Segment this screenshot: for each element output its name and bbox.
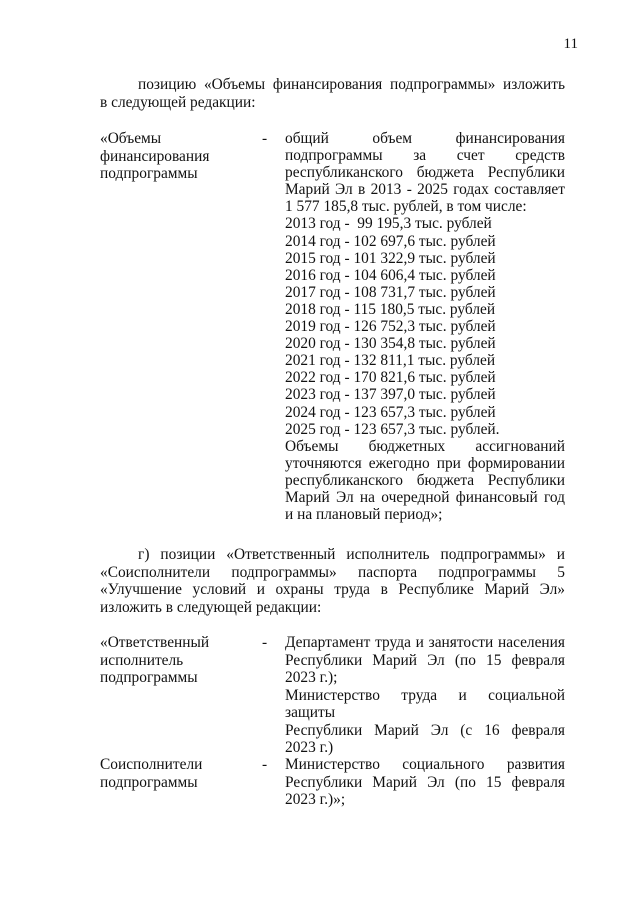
label-line: Соисполнители — [100, 756, 203, 773]
year-amount-line: 2024 год - 123 657,3 тыс. рублей — [285, 403, 496, 421]
separator-dash: - — [262, 634, 268, 651]
year-amount-line: 2020 год - 130 354,8 тыс. рублей — [285, 335, 496, 353]
label-line: подпрограммы — [100, 773, 198, 791]
value-line: Департамент труда и занятости населения — [285, 634, 565, 651]
value-line: Объемы бюджетных ассигнований — [285, 437, 565, 455]
value-line: общий объем финансирования — [285, 130, 565, 147]
value-line: республиканского бюджета Республики — [285, 471, 565, 489]
value-line: 2023 г.)»; — [285, 791, 346, 808]
funding-volume-text — [285, 130, 565, 523]
year-amount-line: 2017 год - 108 731,7 тыс. рублей — [285, 283, 496, 301]
year-amount-line: 2022 год - 170 821,6 тыс. рублей — [285, 369, 496, 387]
item-g-line: «Улучшение условий и охраны труда в Республике Марий Эл» — [100, 581, 565, 598]
value-line: 2023 г.) — [285, 739, 334, 756]
co-executors-label — [100, 756, 260, 791]
value-line: и на плановый период»; — [285, 506, 443, 524]
item-g-line: «Соисполнители подпрограммы» паспорта подпрограммы 5 — [100, 563, 565, 581]
value-line: Республики Марий Эл (по 15 февраля — [285, 651, 565, 669]
value-line: уточняются ежегодно при формировании — [285, 454, 565, 472]
intro-line: в следующей редакции: — [100, 93, 256, 111]
item-g-line: г) позиции «Ответственный исполнитель подпрограммы» и — [138, 546, 565, 563]
label-line: «Ответственный — [100, 634, 210, 651]
responsible-executor-text — [285, 634, 565, 757]
value-line: 1 577 185,8 тыс. рублей, в том числе: — [285, 198, 527, 216]
responsible-executor-label — [100, 634, 260, 687]
year-amount-line: 2019 год - 126 752,3 тыс. рублей — [285, 318, 496, 336]
value-line: Министерство труда и социальной защиты — [285, 686, 565, 721]
year-amount-line: 2013 год - 99 195,3 тыс. рублей — [285, 215, 492, 233]
value-line: Республики Марий Эл (по 15 февраля — [285, 773, 565, 791]
year-amount-line: 2014 год - 102 697,6 тыс. рублей — [285, 232, 496, 250]
year-amount-line: 2023 год - 137 397,0 тыс. рублей — [285, 386, 496, 404]
value-line: 2023 г.); — [285, 669, 338, 686]
year-amount-line: 2025 год - 123 657,3 тыс. рублей. — [285, 420, 500, 438]
year-amount-line: 2015 год - 101 322,9 тыс. рублей — [285, 249, 496, 267]
item-g-paragraph — [100, 546, 565, 616]
page-number: 11 — [563, 36, 578, 52]
co-executors-text — [285, 756, 565, 809]
label-line: финансирования — [100, 147, 210, 165]
label-line: подпрограммы — [100, 669, 198, 686]
label-line: «Объемы — [100, 130, 162, 147]
label-line: подпрограммы — [100, 165, 198, 182]
year-amount-line: 2016 год - 104 606,4 тыс. рублей — [285, 266, 496, 284]
separator-dash: - — [262, 756, 268, 773]
value-line: Марий Эл на очередной финансовый год — [285, 488, 565, 506]
intro-paragraph — [100, 76, 565, 111]
value-line: Министерство социального развития — [285, 756, 565, 773]
funding-volume-label — [100, 130, 260, 183]
value-line: Марий Эл в 2013 - 2025 годах составляет — [285, 181, 565, 199]
intro-line: позицию «Объемы финансирования подпрограммы» изложить — [138, 76, 565, 93]
value-line: подпрограммы за счет средств — [285, 147, 565, 165]
value-line: республиканского бюджета Республики — [285, 164, 565, 182]
year-amount-line: 2018 год - 115 180,5 тыс. рублей — [285, 300, 496, 318]
year-amount-line: 2021 год - 132 811,1 тыс. рублей — [285, 352, 496, 370]
value-line: Республики Марий Эл (с 16 февраля — [285, 721, 565, 739]
separator-dash: - — [262, 130, 268, 147]
label-line: исполнитель — [100, 651, 184, 669]
item-g-line: изложить в следующей редакции: — [100, 598, 322, 616]
